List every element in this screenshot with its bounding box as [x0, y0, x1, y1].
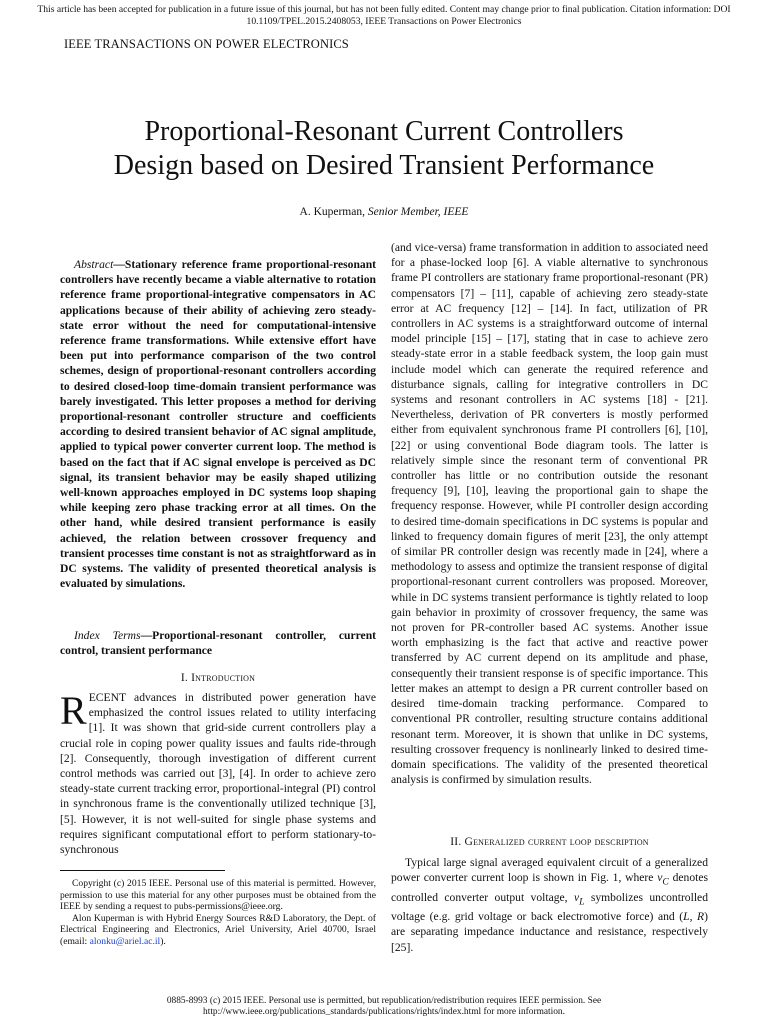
title-line-1: Proportional-Resonant Current Controllers [144, 116, 624, 147]
abstract-lead: Abstract [74, 258, 114, 271]
right-column-text [391, 240, 708, 787]
author-role: Senior Member, IEEE [367, 206, 469, 218]
section2-text-part: symbolizes uncontrolled voltage (e.g. grid voltage or back electromotive force) and ( [391, 890, 708, 924]
drop-cap: R [60, 688, 87, 733]
symbol-sub-c: C [662, 876, 669, 888]
intro-continuation: (and vice-versa) frame transformation in addition to associated need for a phase-locked loop [6]. A viable alternative to synchronous frame PI controllers are stationary frame proportional-resonant (PR) compensators [7] – [11], capable of achieving zero steady-state error at AC frequency [12] – [14]. In fact, utilization of PR controllers in AC systems is a straightforward outcome of internal model principle [15] – [17], stating that in case to achieve zero steady-state error in a stable feedback system, the loop gain must include model which can generate the required reference and disturbance signals, calling for integrative controllers in DC systems and resonant controllers in AC systems [18] - [21]. Nevertheless, derivation of PR converters is mostly performed either from equivalent synchronous frame PI controllers [6], [10], [22] or using conventional Bode diagram tools. The latter is relatively simple since the resonant term of conventional PR controller has little or no contribution outside the resonant frequency [9], [10], leaving the proportional gain to shape the frequency response. However, while PI controller design according to desired time-domain specifications in DC systems is popular and linked to frequency domain figures of merit [23], the only attempt of similar PR controller design was recently made in [24], where a methodology to assess and optimize the transient response of digital proportional-resonant current controllers was proposed. Moreover, while in DC systems transient performance is tightly related to loop gain behavior in proximity of crossover frequency, the same was not proven for PR-controller based AC systems. Another issue worth emphasizing is the fact that active and reactive power transferred by AC current depend on its amplitude and phase, consequently their transient response is of specific importance. This letter makes an attempt to design a PR current controller based on desired time-domain tracking performance. Compared to conventional PR controller, resulting structure contains additional resonant term. Moreover, it is shown that unlike in DC systems, resulting crossover frequency is nonlinearly linked to desired time-domain specifications. The validity of the presented theoretical analysis is confirmed by simulation results. [391, 241, 708, 787]
section-heading-current-loop: II. Generalized current loop description [450, 835, 649, 848]
index-terms [60, 628, 376, 658]
symbol-inductance: L [683, 910, 690, 924]
symbol-vl [573, 890, 585, 908]
introduction-text [60, 690, 376, 857]
publication-notice [14, 4, 754, 27]
author-name: A. Kuperman, [299, 206, 368, 218]
symbol-v: v [573, 890, 580, 904]
affiliation-note [60, 913, 376, 948]
section2-text [391, 855, 708, 955]
abstract [60, 257, 376, 591]
copyright-note: Copyright (c) 2015 IEEE. Personal use of this material is permitted. However, permission to use this material for any other purposes must be obtained from the IEEE by sending a request to pubs-permissions@ieee.org. [60, 878, 376, 913]
notice-line-1: This article has been accepted for publication in a future issue of this journal, but has not been fully edited. Content may change prior to final publication. Citation information: DOI [37, 4, 731, 15]
symbol-vc [657, 871, 669, 888]
footer-line-1: 0885-8993 (c) 2015 IEEE. Personal use is permitted, but republication/redistribution requires IEEE permission. See [166, 996, 602, 1006]
footer-line-2: http://www.ieee.org/publications_standards/publications/rights/index.html for more information. [203, 1007, 565, 1017]
page-footer [40, 996, 728, 1018]
index-terms-lead: Index Terms [74, 629, 141, 642]
paper-title [40, 115, 728, 183]
index-terms-text: —Proportional-resonant controller, current control, transient performance [60, 629, 376, 658]
affiliation-text: Alon Kuperman is with Hybrid Energy Sources R&D Laboratory, the Dept. of Electrical Engineering and Electronics, Ariel University, Ariel 40700, Israel (email: [60, 912, 376, 947]
section2-text-part: ) are separating impedance inductance and resistance, respectively [25]. [391, 910, 709, 954]
footnote [60, 878, 376, 948]
section2-text-part: denotes controlled converter output voltage, [391, 871, 708, 904]
symbol-resistance: R [697, 910, 705, 924]
section2-text-part: Typical large signal averaged equivalent circuit of a generalized power converter current loop is shown in Fig. 1, where [391, 856, 708, 885]
author-email-link[interactable]: alonku@ariel.ac.il [89, 935, 161, 947]
journal-name: IEEE TRANSACTIONS ON POWER ELECTRONICS [64, 37, 349, 51]
section2-text-part: , [689, 910, 698, 924]
symbol-sub-l: L [579, 896, 585, 908]
section-heading-introduction: I. Introduction [180, 671, 256, 684]
author-line [40, 206, 728, 218]
notice-line-2: 10.1109/TPEL.2015.2408053, IEEE Transactions on Power Electronics [246, 15, 522, 27]
footnote-divider [60, 870, 225, 871]
affiliation-end: ). [160, 935, 166, 947]
abstract-text: —Stationary reference frame proportional-resonant controllers have recently became a viable alternative to rotation reference frame proportional-integrative compensators in AC applications because of their ability of achieving zero steady-state error without the need for computational-intensive reference frame transformations. While extensive effort have been put into performance comparison of the two control schemes, design of proportional-resonant controllers according to desired closed-loop time-domain transient performance was barely investigated. This letter proposes a method for deriving proportional-resonant controller structure and coefficients according to desired transient behavior of AC signal amplitude, applied to typical power converter current loop. The method is based on the fact that if AC signal envelope is perceived as DC signal, its transient behavior may be easily shaped utilizing well-known approaches employed in DC systems loop shaping while keeping zero phase tracking error at all times. On the other hand, while desired transient performance is easily achieved, the relation between crossover frequency and transient processes time constant is not as straightforward as in DC systems. The validity of presented theoretical analysis is evaluated by simulations. [60, 258, 376, 591]
symbol-v: v [657, 871, 663, 885]
title-line-2: Design based on Desired Transient Performance [113, 150, 655, 181]
introduction-body: ECENT advances in distributed power generation have emphasized the control issues related to utility interfacing [1]. It was shown that grid-side current controllers play a crucial role in coping power quality issues and faults ride-through [2]. Consequently, thorough investigation of different current control methods was carried out [3], [4]. In order to achieve zero steady-state current tracking error, proportional-integral (PI) control in synchronous frame is the conventionally utilized technique [3], [5]. However, it is not well-suited for single phase systems and requires significant computational effort to perform stationary-to-synchronous [60, 691, 376, 857]
